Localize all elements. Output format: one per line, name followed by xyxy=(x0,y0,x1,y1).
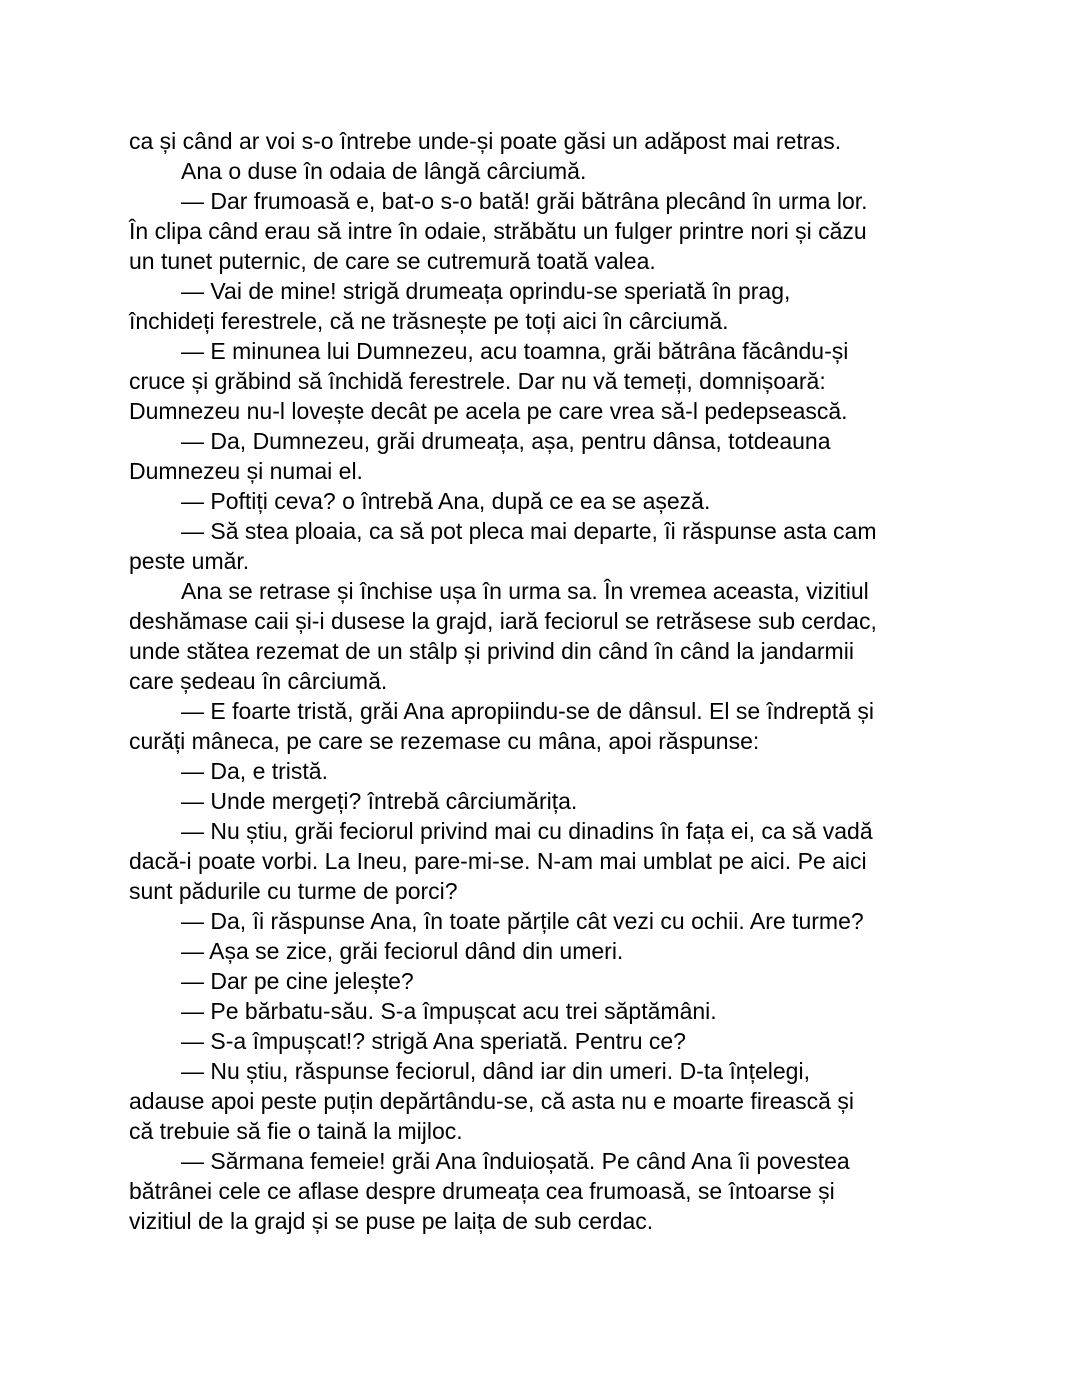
text-line: — Da, e tristă. xyxy=(181,758,328,784)
text-line: unde stătea rezemat de un stâlp și privind din când în când la jandarmii xyxy=(129,638,854,664)
text-line: Dumnezeu nu-l lovește decât pe acela pe care vrea să-l pedepsească. xyxy=(129,398,848,424)
text-line: ca și când ar voi s-o întrebe unde-și poate găsi un adăpost mai retras. xyxy=(129,128,842,154)
text-line: închideți ferestrele, că ne trăsnește pe toți aici în cârciumă. xyxy=(129,308,729,334)
text-line: — Așa se zice, grăi feciorul dând din umeri. xyxy=(181,938,624,964)
text-line: — Unde mergeți? întrebă cârciumărița. xyxy=(181,788,578,814)
text-line: — E minunea lui Dumnezeu, acu toamna, grăi bătrâna făcându-și xyxy=(181,338,849,364)
text-line: curăți mâneca, pe care se rezemase cu mâna, apoi răspunse: xyxy=(129,728,760,754)
text-line: — Pe bărbatu-său. S-a împușcat acu trei săptămâni. xyxy=(181,998,717,1024)
text-line: — Vai de mine! strigă drumeața oprindu-se speriată în prag, xyxy=(181,278,791,304)
text-line: — Da, Dumnezeu, grăi drumeața, așa, pentru dânsa, totdeauna xyxy=(181,428,831,454)
text-line: că trebuie să fie o taină la mijloc. xyxy=(129,1118,463,1144)
text-line: Ana se retrase și închise ușa în urma sa. În vremea aceasta, vizitiul xyxy=(181,578,869,604)
text-line: În clipa când erau să intre în odaie, străbătu un fulger printre nori și căzu xyxy=(129,218,867,244)
text-line: deshămase caii și-i dusese la grajd, iară feciorul se retrăsese sub cerdac, xyxy=(129,608,877,634)
text-line: cruce și grăbind să închidă ferestrele. Dar nu vă temeți, domnișoară: xyxy=(129,368,826,394)
text-line: — Dar pe cine jelește? xyxy=(181,968,414,994)
text-line: un tunet puternic, de care se cutremură toată valea. xyxy=(129,248,656,274)
text-line: — Să stea ploaia, ca să pot pleca mai departe, îi răspunse asta cam xyxy=(181,518,877,544)
text-line: Ana o duse în odaia de lângă cârciumă. xyxy=(181,158,587,184)
text-line: peste umăr. xyxy=(129,548,250,574)
text-line: vizitiul de la grajd și se puse pe laița de sub cerdac. xyxy=(129,1208,654,1234)
text-line: — E foarte tristă, grăi Ana apropiindu-se de dânsul. El se îndreptă și xyxy=(181,698,874,724)
text-line: adause apoi peste puțin depărtându-se, că asta nu e moarte firească și xyxy=(129,1088,854,1114)
text-line: — S-a împușcat!? strigă Ana speriată. Pentru ce? xyxy=(181,1028,686,1054)
text-line: Dumnezeu și numai el. xyxy=(129,458,363,484)
text-line: — Dar frumoasă e, bat-o s-o bată! grăi bătrâna plecând în urma lor. xyxy=(181,188,868,214)
text-line: — Da, îi răspunse Ana, în toate părțile cât vezi cu ochii. Are turme? xyxy=(181,908,864,934)
text-line: — Nu știu, grăi feciorul privind mai cu dinadins în fața ei, ca să vadă xyxy=(181,818,873,844)
text-line: — Sărmana femeie! grăi Ana înduioșată. Pe când Ana îi povestea xyxy=(181,1148,850,1174)
text-line: — Poftiți ceva? o întrebă Ana, după ce ea se așeză. xyxy=(181,488,711,514)
text-line: — Nu știu, răspunse feciorul, dând iar din umeri. D-ta înțelegi, xyxy=(181,1058,810,1084)
text-line: care ședeau în cârciumă. xyxy=(129,668,388,694)
text-line: sunt pădurile cu turme de porci? xyxy=(129,878,458,904)
page-text xyxy=(129,126,964,1236)
text-line: dacă-i poate vorbi. La Ineu, pare-mi-se. N-am mai umblat pe aici. Pe aici xyxy=(129,848,867,874)
text-line: bătrânei cele ce aflase despre drumeața cea frumoasă, se întoarse și xyxy=(129,1178,835,1204)
